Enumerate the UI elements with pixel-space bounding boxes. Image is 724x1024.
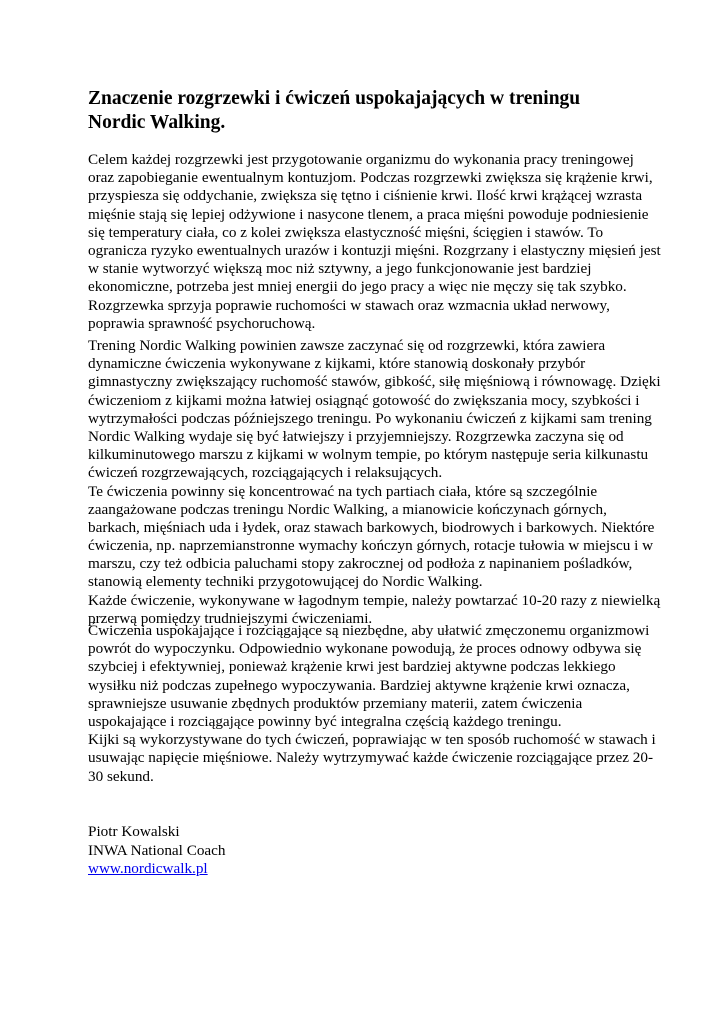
paragraph-line: kilkuminutowego marszu z kijkami w wolnym tempie, po którym następuje seria kilkunastu — [88, 446, 649, 464]
paragraph-line: powrót do wypoczynku. Odpowiednio wykonane powodują, że proces odnowy odbywa się — [88, 640, 642, 658]
paragraph-line: szybciej i efektywniej, ponieważ krążenie krwi jest bardziej aktywne podczas lekkiego — [88, 658, 616, 676]
paragraph-line: wytrzymałości podczas późniejszego treningu. Po wykonaniu ćwiczeń z kijkami sam trening — [88, 409, 652, 427]
paragraph-warmup-training — [88, 337, 661, 628]
paragraph-line: ogranicza ryzyko ewentualnych urazów i kontuzji mięśni. Rozgrzany i elastyczny mięsień jest — [88, 241, 661, 259]
paragraph-line: Rozgrzewka sprzyja poprawie ruchomości w stawach oraz wzmacnia układ nerwowy, — [88, 296, 610, 314]
paragraph-line: Każde ćwiczenie, wykonywane w łagodnym tempie, należy powtarzać 10-20 razy z niewielką — [88, 591, 661, 609]
title-line: Nordic Walking. — [88, 112, 226, 133]
paragraph-line: oraz zapobieganie ewentualnym kontuzjom. Podczas rozgrzewki zwiększa się krążenie krwi, — [88, 169, 653, 187]
paragraph-line: marszu, czy też odbicia paluchami stopy zakrocznej od podłoża z napinaniem pośladków, — [88, 555, 633, 573]
paragraph-line: ekonomiczne, potrzeba jest mniej energii do jego pracy a więc nie męczy się tak szybko. — [88, 278, 627, 296]
paragraph-line: poprawia sprawność psychoruchową. — [88, 314, 316, 332]
paragraph-line: Te ćwiczenia powinny się koncentrować na tych partiach ciała, które są szczególnie — [88, 482, 598, 500]
paragraph-line: usuwając napięcie mięśniowe. Należy wytrzymywać każde ćwiczenie rozciągające przez 20- — [88, 749, 654, 767]
paragraph-line: Nordic Walking wydaje się być łatwiejszy i przyjemniejszy. Rozgrzewka zaczyna się od — [88, 427, 624, 445]
paragraph-line: ćwiczeń rozgrzewających, rozciągających i relaksujących. — [88, 464, 443, 482]
paragraph-line: mięśnie stają się lepiej odżywione i nasycone tlenem, a praca mięśni powoduje podniesienie — [88, 205, 649, 223]
paragraph-line: w stanie wytworzyć większą moc niż sztywny, a jego funkcjonowanie jest bardziej — [88, 260, 592, 278]
paragraph-line: 30 sekund. — [88, 767, 154, 785]
paragraph-line: przerwą pomiędzy trudniejszymi ćwiczeniami. — [88, 609, 373, 627]
paragraph-line: barkach, mięśniach uda i łydek, oraz stawach barkowych, biodrowych i barkowych. Niektóre — [88, 518, 655, 536]
paragraph-line: Trening Nordic Walking powinien zawsze zaczynać się od rozgrzewki, która zawiera — [88, 337, 606, 354]
paragraph-warmup-purpose — [88, 151, 661, 333]
paragraph-line: ćwiczenia, np. naprzemianstronne wymachy kończyn górnych, rotacje tułowia w miejscu i w — [88, 537, 654, 555]
website-link[interactable]: www.nordicwalk.pl — [88, 860, 208, 877]
paragraph-line: sprawniejsze usuwanie zbędnych produktów przemiany materii, zatem ćwiczenia — [88, 694, 583, 712]
paragraph-line: przyspiesza się oddychanie, zwiększa się tętno i ciśnienie krwi. Ilość krwi krążącej wzrasta — [88, 187, 643, 205]
paragraph-line: dynamiczne ćwiczenia wykonywane z kijkami, które stanowią doskonały przybór — [88, 355, 586, 373]
paragraph-line: uspokajające i rozciągające powinny być integralna częścią każdego treningu. — [88, 712, 562, 730]
paragraph-line: Ćwiczenia uspokajające i rozciągające są niezbędne, aby ułatwić zmęczonemu organizmowi — [88, 622, 650, 639]
title-line: Znaczenie rozgrzewki i ćwiczeń uspokajających w treningu — [88, 88, 581, 109]
signature-block — [88, 823, 226, 879]
paragraph-line: gimnastyczny zwiększający ruchomość stawów, gibkość, siłę mięśniową i równowagę. Dzięki — [88, 373, 661, 391]
paragraph-line: ćwiczeniom z kijkami można łatwiej osiągnąć gotowość do zwiększania mocy, szybkości i — [88, 391, 640, 409]
paragraph-line: wysiłku niż podczas zupełnego wypoczywania. Bardziej aktywne krążenie krwi oznacza, — [88, 676, 630, 694]
paragraph-cooldown — [88, 622, 656, 786]
paragraph-line: Kijki są wykorzystywane do tych ćwiczeń, poprawiając w ten sposób ruchomość w stawach i — [88, 731, 656, 749]
paragraph-line: stanowią elementy techniki przygotowującej do Nordic Walking. — [88, 573, 483, 591]
paragraph-line: się temperatury ciała, co z kolei zwiększa elastyczność mięśni, ścięgien i stawów. To — [88, 223, 604, 241]
document-title — [88, 87, 648, 135]
author-role: INWA National Coach — [88, 841, 226, 859]
paragraph-line: zaangażowane podczas treningu Nordic Walking, a mianowicie kończynach górnych, — [88, 500, 607, 518]
paragraph-line: Celem każdej rozgrzewki jest przygotowanie organizmu do wykonania pracy treningowej — [88, 151, 634, 168]
author-name: Piotr Kowalski — [88, 823, 180, 840]
